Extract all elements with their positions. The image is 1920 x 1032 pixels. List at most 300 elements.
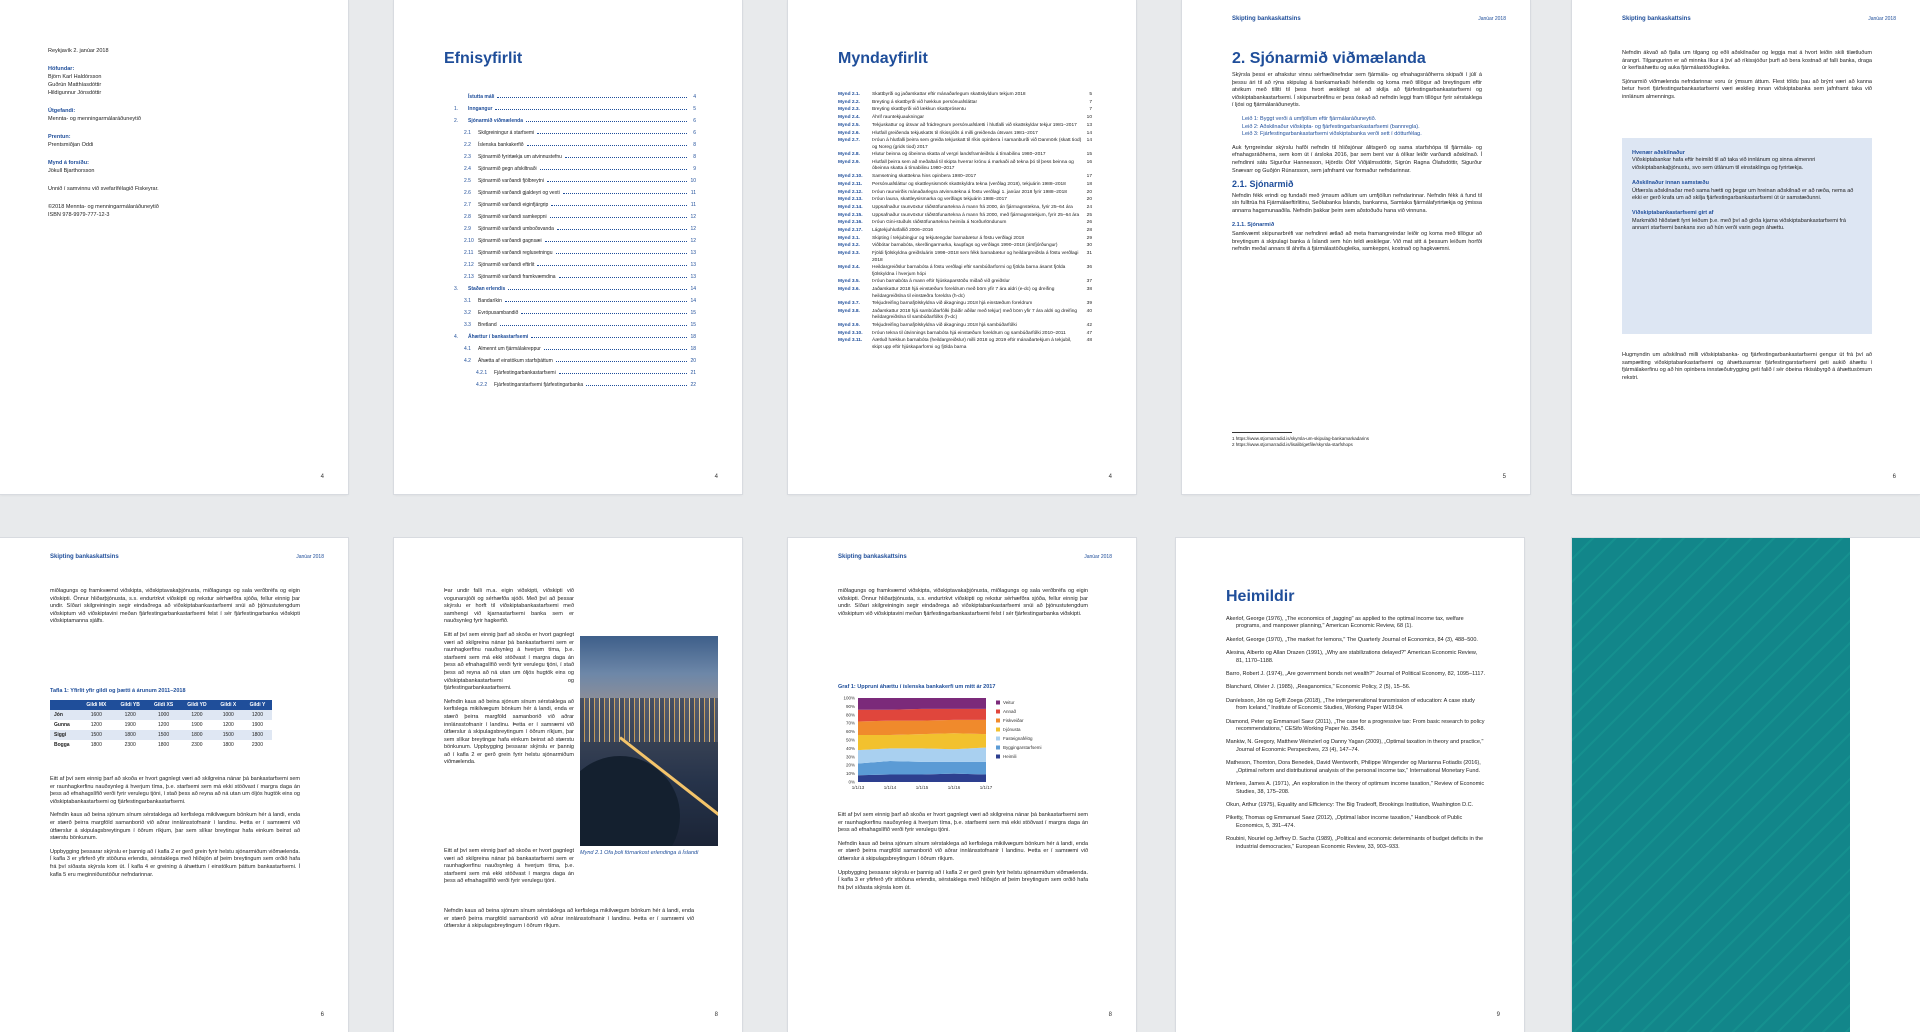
toc-entry[interactable]: [454, 376, 696, 388]
figure-entry[interactable]: [838, 213, 1092, 219]
running-header: Skipting bankaskattsins: [1622, 16, 1691, 22]
toc-entry[interactable]: [454, 352, 696, 364]
toc-leader: [586, 385, 687, 386]
table-cell: 1200: [243, 710, 272, 720]
figure-entry[interactable]: [838, 115, 1092, 121]
figure-label: Mynd 3.4.: [838, 265, 860, 271]
table-cell: 1000: [147, 710, 180, 720]
figure-entry[interactable]: [838, 236, 1092, 242]
running-date: Janúar 2018: [296, 554, 324, 560]
page-chapter-2[interactable]: [1182, 0, 1530, 494]
toc-number: 4.2.2: [476, 382, 488, 388]
toc-page: 4: [693, 94, 696, 100]
figure-page: 5: [1089, 92, 1092, 97]
table-row: [50, 710, 272, 720]
toc-entry[interactable]: [454, 100, 696, 112]
toc-number: 3.1: [464, 298, 471, 304]
toc-page: 14: [690, 298, 696, 304]
y-tick-label: 80%: [845, 712, 855, 718]
reference-entry: Mankiw, N. Gregory, Matthew Weinzierl og Danny Yagan (2009), „Optimal taxation in theory and practice," Journal of Economic Perspectives, 23 (4), 147–74.: [1226, 739, 1484, 753]
toc-page: 12: [690, 226, 696, 232]
figure-label: Mynd 2.13.: [838, 197, 863, 203]
figure-title: Þróun á hlutfalli þeirra sem greiða tekjuskatt til ríkis opinbera í samanburði við Danmörk (skatt tiod) og Noreg (grids tiod) 2017: [872, 138, 1082, 150]
box-text: Viðskiptabankar hafa eftir heimild til að taka við innlánum og sinna almennri viðskiptabankaþjónustu, svo sem útlánum til einstaklinga og fyrirtækja.: [1632, 157, 1816, 171]
table-cell: 1800: [113, 730, 146, 740]
figure-title: Tekjudreifing barnafjölskyldna við ákagningu 2018 hjá einstæðum foreldrum: [872, 301, 1033, 307]
figure-page: 20: [1086, 197, 1092, 203]
toc-entry[interactable]: [454, 136, 696, 148]
toc-leader: [531, 337, 687, 338]
toc-number: 4.: [454, 334, 459, 340]
toc-page: 15: [690, 322, 696, 328]
paragraph: Nefndin fékk erindi og fundaði með ýmsum aðilum um umfjöllun nefndarinnar. Nefndin fékk á fund til sín fulltrúa frá Fjármálaeftirlitinu, Seðlabanka Íslands, bankanna, Samtaka fjármálafyrirtækja og ýmissa annarra hagsmunaaðila. Nefndin þakkar þeim sem aðstoðuðu hana við vinnuna.: [1232, 192, 1482, 214]
toc-number: 2.13: [464, 274, 474, 280]
box-heading: Aðskilnaður innan samstæðu: [1632, 180, 1710, 187]
figure-entry[interactable]: [838, 228, 1092, 234]
paragraph: Sjónarmið viðmælenda nefndarinnar voru úr ýmsum áttum. Flest töldu þau að brýnt væri að kanna betur hvort fjárfestingarbankastarfsemi væri æskileg innan viðskiptabanka sem jafnframt taka við innlánum almennings.: [1622, 78, 1872, 100]
figure-page: 15: [1086, 152, 1092, 158]
toc-entry-title: Sjónarmið varðandi eiginfjárgrip: [478, 202, 549, 208]
toc-entry[interactable]: [454, 184, 696, 196]
toc-entry-title: Bretland: [478, 322, 497, 328]
box-text: Markmiðið hliðstætt fyrri leiðum þ.e. með því að girða kjarna viðskiptabankastarfsemi frá annarri starfsemi bankans svo að hún verði varin gegn áhættu.: [1632, 217, 1846, 232]
toc-leader: [508, 289, 687, 290]
figure-title: Breyting á skattbyrði við hækkun persónuafsláttar: [872, 99, 978, 105]
toc-entry[interactable]: [454, 328, 696, 340]
y-tick-label: 10%: [845, 771, 855, 777]
table-header-cell: Gildi MX: [79, 700, 113, 710]
figure-label: Mynd 3.3.: [838, 251, 860, 257]
series-area-veitur: [858, 698, 986, 710]
table-cell: 1800: [180, 730, 213, 740]
toc-page: 11: [690, 190, 696, 196]
page-toc[interactable]: [394, 0, 742, 494]
toc-number: 2.10: [464, 238, 474, 244]
figure-label: Mynd 2.15.: [838, 212, 863, 218]
toc-entry-title: Sjónarmið varðandi gagnsæi: [478, 238, 542, 244]
series-area-byggingarstarfsemi: [858, 761, 986, 775]
toc-number: 4.2.1: [476, 370, 488, 376]
x-tick-label: 1/1/16: [947, 785, 961, 790]
chart-caption: Graf 1: Uppruni áhættu í íslenska bankakerfi um mitt ár 2017: [838, 684, 996, 690]
author-2: Guðrún Matthíasdóttir: [48, 82, 102, 88]
info-box: [1622, 138, 1872, 334]
toc-entry[interactable]: [454, 292, 696, 304]
figure-entry[interactable]: [838, 243, 1092, 249]
reference-entry: Daníelsson, Jón og Gylfi Zoega (2018), „The intergenerational transmission of education: A case study from Iceland," Institute of Economic Studies, Working Paper W18:04.: [1226, 697, 1475, 712]
toc-list: [454, 88, 696, 388]
page-number: 5: [1502, 474, 1506, 480]
toc-number: 2.11: [464, 250, 474, 256]
figure-page: 24: [1086, 204, 1092, 210]
toc-page: 14: [690, 286, 696, 292]
toc-page: 13: [690, 262, 696, 268]
publisher: Mennta- og menningarmálaráðuneytið: [48, 116, 141, 122]
legend-label: Heimili: [1003, 754, 1017, 759]
figure-label: Mynd 2.9.: [838, 160, 860, 166]
paragraph: Eitt af því sem einnig þarf að skoða er hvort gagnlegt væri að skilgreina nánar þá bankastarfsemi sem er raunhagkerfinu nauðsynleg á hverjum tíma, þ.e. starfsemi sem má ekki stöðvast í margra daga án þess að efnahagslífið verði fyrir verulegu tjóni.: [838, 812, 1088, 834]
footnote: 1 https://www.stjornarradid.is/skyrsla-um-skipulag-bankamarkadarins: [1232, 436, 1370, 441]
figure-title: Jaðarskattur 2018 hjá einstæðum foreldrum með börn yfir 7 ára aldri (e-dc) og dreifing heildargreiðslna til einstæðra foreldra (h-dc): [872, 287, 1055, 299]
back-cover-panel: [1572, 538, 1850, 1032]
toc-page: 8: [693, 142, 696, 148]
table-header-cell: Gildi YB: [113, 700, 146, 710]
toc-entry[interactable]: [454, 196, 696, 208]
reference-entry: Piketty, Thomas og Emmanuel Saez (2012), „Optimal labor income taxation," Handbook of Public Economics, 5, 391–474.: [1226, 815, 1463, 829]
toc-leader: [505, 301, 687, 302]
toc-entry-title: Ístutta máli: [468, 94, 495, 100]
toc-number: 4.1: [464, 346, 471, 352]
box-text: Útfærsla aðskilnaðar með sama hætti og þegar um hreinan aðskilnað er að ræða, nema að ekki er gerð krafa um að skilja fjárfestingarbankastarfsemi út úr samstæðunni.: [1632, 187, 1854, 202]
toc-entry-title: Sjónarmið varðandi framkvæmdina: [478, 274, 556, 280]
toc-leader: [545, 241, 687, 242]
toc-entry[interactable]: [454, 304, 696, 316]
toc-page: 9: [693, 166, 696, 172]
table-cell: Jón: [50, 710, 79, 720]
table-cell: 1600: [79, 710, 113, 720]
figure-entry[interactable]: [838, 287, 1092, 300]
figure-label: Mynd 2.5.: [838, 122, 860, 128]
toc-entry[interactable]: [454, 280, 696, 292]
toc-leader: [556, 253, 688, 254]
page-photo[interactable]: [394, 538, 742, 1032]
figure-entry[interactable]: [838, 100, 1092, 106]
paragraph: Uppbygging þessarar skýrslu er þannig að í kafla 2 er gerð grein fyrir helstu sjónarmiðum viðmælenda. Í kafla 3 er yfirferð yfir stöðuna erlendis, sérstaklega með hliðsjón af þeim breytingum sem orðið hafa frá því síðasta skýrsla kom út. Í kafla 4 er greining á áhættum í einstökum þáttum bankastarfsemi. Í kafla 5 eru meginniðurstöður nefndarinnar.: [50, 848, 300, 878]
figure-entry[interactable]: [838, 123, 1092, 129]
running-header: Skipting bankaskattsins: [838, 554, 907, 560]
toc-number: 3.3: [464, 322, 471, 328]
isbn: ISBN 978-9979-777-12-3: [48, 212, 110, 218]
figure-entry[interactable]: [838, 205, 1092, 211]
paragraph: Nefndin kaus að beina sjónum sínum sérstaklega að kerfislega mikilvægum bönkum hér á landi, enda er stærð þeirra margföld samanborið við aðrar innlánsstofnanir í landinu. Þetta er í samræmi við útfærslur á skipulagsbreytingum í öðrum ríkjum, þar sem slíkar breytingar hafa einkum beinst að stærstu bönkunum.: [50, 812, 300, 842]
table-cell: 1000: [214, 710, 243, 720]
figure-label: Mynd 2.10.: [838, 174, 863, 180]
toc-entry[interactable]: [454, 220, 696, 232]
figure-label: Mynd 3.9.: [838, 323, 860, 329]
toc-number: 1.: [454, 106, 459, 112]
legend-swatch: [996, 755, 1000, 759]
figure-label: Mynd 2.14.: [838, 204, 863, 210]
list-item: Leið 2: Aðskilnaður viðskipta- og fjárfestingarbankastarfsemi (bannregla).: [1242, 123, 1420, 130]
figure-page: 13: [1086, 122, 1092, 128]
table-header-cell: Gildi YD: [180, 700, 213, 710]
figure-label: Mynd 2.17.: [838, 228, 863, 234]
figure-entry[interactable]: [838, 107, 1092, 113]
running-date: Janúar 2018: [1084, 554, 1112, 560]
figure-label: Mynd 3.7.: [838, 301, 860, 307]
figure-label: Mynd 3.1.: [838, 235, 860, 241]
series-area-annað: [858, 709, 986, 722]
toc-page: 12: [690, 214, 696, 220]
figure-page: 40: [1086, 308, 1092, 314]
toc-page: 20: [690, 358, 696, 364]
copyright: ©2018 Mennta- og menningarmálaráðuneytið: [48, 204, 159, 210]
figure-title: Þróun Gini-stuðuls ráðstöfunartekna heimila á Norðurlöndunum: [872, 220, 1007, 226]
toc-page: 5: [693, 106, 696, 112]
series-area-fiskveiðar: [858, 720, 986, 735]
table-header-cell: Gildi XS: [147, 700, 180, 710]
figure-entry[interactable]: [838, 131, 1092, 137]
page-number: 4: [1108, 474, 1112, 480]
page-chart[interactable]: [788, 538, 1136, 1032]
toc-entry-title: Sjónarmið varðandi fjölbreytni: [478, 178, 544, 184]
figure-page: 7: [1089, 107, 1092, 113]
toc-entry[interactable]: [454, 364, 696, 376]
page-number: 4: [320, 474, 324, 480]
figure-label: Mynd 3.5.: [838, 279, 860, 285]
figure-entry[interactable]: [838, 160, 1092, 173]
figure-title: Hlutfall þeirra sem að meðaltali til skipta hverrar krónu á markaði að tekna þó til þess beinna og óbeinna skatta á tímabilinu 1980–2017: [872, 160, 1074, 172]
y-tick-label: 50%: [845, 737, 855, 743]
figure-label: Mynd 2.11.: [838, 181, 863, 187]
figure-page: 16: [1086, 160, 1092, 166]
figure-entry[interactable]: [838, 301, 1092, 307]
figure-entry[interactable]: [838, 182, 1092, 188]
y-tick-label: 60%: [845, 729, 855, 735]
paragraph: miðlagungs og framkvæmd viðskipta, viðskiptavakaþjónusta, miðlagungs og sala verðbréfa og eigin viðskipti. Önnur hliðarþjónusta, s.s. endurtrkvt viðskipti og rekstur sérhæfðra sjóða, fellur einnig þar undir. Síðari skilgreiningin segir eindaðrega að viðskiptabankastarfsemi snúi að þjónustutengdum viðskiptum við viðskiptavini meðan fjárfestingarbankastarfsemi felst í sér fjárfestingarbanka viðskipti.: [838, 588, 1088, 617]
figure-label: Mynd 2.4.: [838, 115, 860, 121]
figure-entry[interactable]: [838, 251, 1092, 264]
reference-entry: Alesina, Alberto og Allan Drazen (1991), „Why are stabilizations delayed?" American Economic Review, 81, 1170–1188.: [1226, 650, 1478, 664]
table-header-cell: [50, 700, 79, 710]
figure-entry[interactable]: [838, 323, 1092, 329]
figure-title: Tekjuskattur og útsvar að frádregnum persónuafslætti í hlutfalli við skattskyldar tekjur 1981–2017: [872, 122, 1077, 128]
toc-entry[interactable]: [454, 124, 696, 136]
toc-page: 11: [690, 202, 696, 208]
page-text-box[interactable]: [1572, 0, 1920, 494]
legend-label: Annað: [1003, 709, 1017, 714]
paragraph: Hugmyndin um aðskilnað milli viðskiptabanka- og fjárfestingarbankastarfsemi gengur út frá því að sampætting viðskiptabankastarfsemi og áhættusamrar fjárfestingarstarfsemi geti aukið áhættu í fjármálakerfinu og að hin opinbera innstæðutrygging geti falið í sér óbeina ríkisábyrgð á áhættusömum rekstri.: [1622, 352, 1872, 381]
table-cell: 1500: [147, 730, 180, 740]
printer: Prentsmiðjan Oddi: [48, 142, 94, 148]
table-header-cell: Gildi X: [214, 700, 243, 710]
reference-entry: Roubini, Nouriel og Jeffrey D. Sachs (1989), „Political and economic determinants of budget deficits in the industrial democracies," European Economic Review, 33, 903–933.: [1226, 836, 1484, 850]
y-tick-label: 30%: [845, 754, 855, 760]
figure-entry[interactable]: [838, 190, 1092, 196]
figure-page: 48: [1086, 338, 1092, 344]
running-date: Janúar 2018: [1478, 16, 1506, 22]
toc-leader: [537, 133, 687, 134]
figure-title: Samsetning skatttekna hins opinbera 1980–2017: [872, 174, 977, 180]
toc-entry-title: Sjónarmið varðandi samkeppni: [478, 214, 547, 220]
page-back-cover[interactable]: [1572, 538, 1920, 1032]
toc-leader: [544, 349, 687, 350]
toc-entry-title: Staðan erlendis: [468, 286, 506, 292]
figure-page: 18: [1086, 181, 1092, 187]
toc-entry[interactable]: [454, 316, 696, 328]
toc-leader: [495, 109, 687, 110]
figure-label: Mynd 2.2.: [838, 99, 860, 105]
paragraph: Eitt af því sem einnig þarf að skoða er hvort gagnlegt væri að skilgreina nánar þá bankastarfsemi sem er raunhagkerfinu nauðsynleg á hverjum tíma, þ.e. starfsemi sem má ekki stöðvast í margra daga án þess að efnahagslífið verði fyrir verulegu tjóni, í stað þess að reyna að ná utan um óljós hugtök eins og viðskiptabankastarfsemi og fjárfestingarbankastarfsemi.: [444, 631, 574, 692]
figure-title: Jaðarskattur 2018 hjá sambúðarfólki (báðir aðilar með tekjur) með börn yfir 7 ára aldri og dreifing heildargreiðslna til sambúðarfólks (h-dc): [872, 308, 1078, 321]
toc-entry-title: Sjónarmið varðandi gjaldeyri og vexti: [478, 190, 560, 196]
toc-leader: [527, 145, 687, 146]
figure-entry[interactable]: [838, 92, 1092, 98]
table-cell: 1200: [113, 710, 146, 720]
figure-page: 14: [1086, 130, 1092, 136]
figure-entry[interactable]: [838, 220, 1092, 226]
figure-entry[interactable]: [838, 138, 1092, 151]
figure-label: Mynd 3.11.: [838, 338, 863, 344]
figure-title: Hlutur beinna og óbeinna skatta af vergri landsframleiðslu á tímabilinu 1980–2017: [872, 152, 1046, 158]
figure-title: Persónuafsláttur og skattleysismörk skattskyldra tekna (verðlag 2018), tekjuárin 1988–2018: [872, 181, 1066, 187]
table-cell: 1500: [79, 730, 113, 740]
table-cell: 1900: [124, 722, 136, 728]
table-row: [50, 740, 272, 750]
figure-page: 7: [1089, 99, 1092, 105]
toc-entry-title: Inngangur: [468, 106, 493, 112]
table-cell: 1800: [90, 742, 102, 748]
toc-entry[interactable]: [454, 340, 696, 352]
figure-entry[interactable]: [838, 152, 1092, 158]
toc-page: 13: [690, 250, 696, 256]
paragraph: Eitt af því sem einnig þarf að skoða er hvort gagnlegt væri að skilgreina nánar þá bankastarfsemi sem er raunhagkerfinu nauðsynleg á hverjum tíma, þ.e. starfsemi sem má ekki stöðvast í margra daga án þess að efnahagslífið verði fyrir verulegu tjóni, í stað þess að reyna að ná utan um óljós hugtök eins og viðskiptabankastarfsemi og fjárfestingarbankastarfsemi.: [50, 776, 300, 805]
legend-swatch: [996, 737, 1000, 741]
figure-entry[interactable]: [838, 265, 1092, 278]
table-cell: 1500: [214, 730, 243, 740]
references-title: Heimildir: [1226, 588, 1295, 605]
figure-entry[interactable]: [838, 309, 1092, 322]
toc-page: 18: [690, 334, 696, 340]
legend-label: Veitur: [1003, 700, 1015, 705]
data-table: [50, 700, 272, 750]
toc-number: 3.: [454, 286, 459, 292]
page-figure-list[interactable]: [788, 0, 1136, 494]
figure-title: Þróun barnabóta á mann eftir hjúskaparstöðu miðað við greiðslur: [872, 279, 1010, 285]
figure-page: 25: [1086, 212, 1092, 218]
toc-leader: [526, 121, 687, 122]
toc-entry-title: Sjónarmið varðandi eftirlit: [478, 262, 535, 268]
page-table[interactable]: [0, 538, 348, 1032]
reference-entry: Akerlof, George (1970), „The market for lemons," The Quarterly Journal of Economics, 84 (3), 488–500.: [1226, 636, 1478, 643]
y-tick-label: 100%: [843, 695, 855, 701]
toc-leader: [565, 157, 687, 158]
figure-entry[interactable]: [838, 331, 1092, 337]
table-caption: Tafla 1: Yfirlit yfir gildi og þætti á árunum 2011–2018: [50, 688, 186, 694]
toc-number: 2.4: [464, 166, 471, 172]
page-references[interactable]: [1176, 538, 1524, 1032]
running-date: Janúar 2018: [1868, 16, 1896, 22]
toc-entry-title: Áhætta af einstökum starfsþáttum: [478, 358, 553, 364]
figure-title: Lágtekjuhlutfallið 2006–2016: [872, 228, 934, 234]
paragraph: miðlagungs og framkvæmd viðskipta, viðskiptavakaþjónusta, miðlagungs og sala verðbréfa og eigin viðskipti. Önnur hliðarþjónusta, s.s. endurtrkvt viðskipti og rekstur sérhæfðra sjóða, fellur einnig þar undir. Síðari skilgreiningin segir eindaðrega að viðskiptabankastarfsemi snúi að þjónustutengdum viðskiptum við viðskiptavini meðan fjárfestingarbankastarfsemi felst í sér fjárfestingarbanka viðskipti viðskiptamanna sjálfs.: [50, 588, 300, 625]
figure-entry[interactable]: [838, 338, 1092, 351]
toc-leader: [551, 205, 687, 206]
toc-entry-title: Sjónarmið varðandi reglusetningu: [478, 250, 553, 256]
toc-entry-title: Skilgreiningur á starfsemi: [478, 130, 535, 136]
toc-leader: [547, 181, 687, 182]
paragraph: Eitt af því sem einnig þarf að skoða er hvort gagnlegt væri að skilgreina nánar þá bankastarfsemi sem er raunhagkerfinu nauðsynleg á hverjum tíma, þ.e. starfsemi sem má ekki stöðvast í margra daga án þess að efnahagslífið verði fyrir verulegu tjóni.: [444, 848, 574, 885]
photo-caption: Mynd 2.1 Ofa þoli fórnarkost erlendinga á Íslandi: [580, 850, 699, 856]
table-header-cell: Gildi Y: [243, 700, 272, 710]
figure-page: 10: [1086, 115, 1092, 121]
toc-entry-title: Sjónarmið fyrirtækja um atvinnustefnu: [478, 154, 562, 160]
list-item: Leið 3: Fjárfestingarbankastarfsemi viðskiptabanka verði sett í dótturfélag.: [1242, 131, 1422, 138]
toc-page: 18: [690, 346, 696, 352]
figures-title: Myndayfirlit: [838, 50, 928, 67]
toc-entry-title: Sjónarmið viðmælenda: [468, 118, 524, 124]
page-cover[interactable]: [0, 0, 348, 494]
figure-title: Hlutfall greiðenda tekjuskatts til ríkissjóðs á milli greiðenda útsvars 1981–2017: [872, 130, 1038, 136]
paragraph: Nefndin kaus að beina sjónum sínum sérstaklega að kerfislega mikilvægum bönkum hér á landi, enda er stærð þeirra margföld samanborið við aðrar innlánsstofnanir í landinu. Þetta er í samræmi við útfærslur á skipulagsbreytingum í öðrum ríkjum, þar sem slíkar breytingar hafa einkum beinst að stærstu bönkunum. Uppbygging þessarar skýrslu er þannig að í kafla 2 er gerð grein fyrir helstu sjónarmiðum viðmælenda.: [444, 698, 574, 766]
toc-number: 2.1: [464, 130, 471, 136]
figure-title: Þróun launa, skattleysismarka og verðlags tekjuárin 1988–2017: [872, 197, 1007, 203]
legend-label: Fiskveiðar: [1003, 718, 1024, 723]
figure-label: Mynd 3.8.: [838, 308, 860, 314]
box-heading: Viðskiptabankastarfsemi girt af: [1632, 210, 1714, 217]
toc-entry[interactable]: [454, 148, 696, 160]
figure-label: Mynd 2.12.: [838, 189, 863, 195]
toc-leader: [559, 277, 687, 278]
reference-entry: Okun, Arthur (1975), Equality and Efficiency: The Big Tradeoff, Brookings Institution, Washington D.C.: [1226, 801, 1474, 808]
table-cell: 1200: [180, 710, 213, 720]
toc-number: 2.: [454, 118, 459, 124]
toc-number: 2.6: [464, 190, 471, 196]
paragraph: Auk fyrrgreindar skýrslu hafði nefndin til hliðsjónar álitsgerð og sama starfshópa til fjármála- og efnahagsráðherra, sem kom út í ársloka 2016, þar sem bent var á ólíkar leiðir varðandi aðskilnað. Í nefndinni sátu Sigurður Hannesson, Hjördís Ólöf Viðjálmsdóttir, Sigrún Ragna Ólafsdóttir, Sigurður Snævarr og Guðjón Rúnarsson, sem jafnframt var formaður nefndarinnar.: [1232, 144, 1482, 174]
figure-entry[interactable]: [838, 174, 1092, 180]
legend-swatch: [996, 719, 1000, 723]
toc-leader: [540, 169, 687, 170]
table-cell: 2300: [191, 742, 203, 748]
reference-list: [1226, 616, 1486, 857]
toc-entry-title: Íslenska bankakerfið: [478, 142, 524, 148]
toc-entry[interactable]: [454, 172, 696, 184]
figure-title: Heildargreiðslur barnabóta á föstu verðlagi eftir sambúðarformi og fjölda barna ásamt fjölda fjölskyldna í hverjum hópi: [872, 265, 1066, 277]
page-number: 4: [714, 474, 718, 480]
toc-number: 3.2: [464, 310, 471, 316]
printer-label: Prentun:: [48, 134, 71, 140]
figure-page: 29: [1086, 235, 1092, 241]
figure-entry[interactable]: [838, 197, 1092, 203]
series-area-fasteignafélög: [858, 748, 986, 764]
toc-entry[interactable]: [454, 232, 696, 244]
toc-entry[interactable]: [454, 244, 696, 256]
toc-number: 4.2: [464, 358, 471, 364]
x-tick-label: 1/1/14: [883, 785, 897, 790]
toc-leader: [563, 193, 687, 194]
toc-entry[interactable]: [454, 208, 696, 220]
place-date: Reykjavík 2. janúar 2018: [48, 48, 109, 54]
toc-page: 15: [690, 310, 696, 316]
toc-entry[interactable]: [454, 88, 696, 100]
cover-photo-label: Mynd á forsíðu:: [48, 160, 89, 166]
author-3: Hildigunnur Jónsdóttir: [48, 90, 102, 96]
toc-page: 10: [690, 178, 696, 184]
toc-entry[interactable]: [454, 268, 696, 280]
toc-entry[interactable]: [454, 160, 696, 172]
toc-entry[interactable]: [454, 112, 696, 124]
reference-entry: Blanchard, Olivier J. (1985), „Reaganomics," Economic Policy, 2 (5), 15–56.: [1226, 684, 1411, 691]
figure-title: Skipting í tekjubingjur og tekjutengdar barnabætur á föstu verðlagi 2018: [872, 235, 1024, 241]
toc-entry[interactable]: [454, 256, 696, 268]
reference-entry: Barro, Robert J. (1974), „Are government bonds net wealth?" Journal of Political Economy, 82, 1095–1117.: [1226, 671, 1486, 678]
toc-leader: [557, 229, 687, 230]
figure-entry[interactable]: [838, 279, 1092, 285]
x-tick-label: 1/1/13: [851, 785, 865, 790]
reference-entry: Mirrlees, James A. (1971), „An exploration in the theory of optimum income taxation," Review of Economic Studies, 38, 175–208.: [1226, 781, 1485, 795]
toc-number: 2.5: [464, 178, 471, 184]
table-cell: 2300: [251, 742, 263, 748]
page-number: 6: [1892, 474, 1896, 480]
page-number: 6: [320, 1012, 324, 1018]
page-number: 8: [714, 1012, 718, 1018]
y-tick-label: 70%: [845, 720, 855, 726]
figure-title: Uppsafnaður raunvöxtur ráðstöfunartekna á mann frá 2000, með fjármagnstekjum, fyrir 25–64 ára: [872, 212, 1080, 218]
toc-page: 13: [690, 274, 696, 280]
toc-entry-title: Sjónarmið varðandi umboðsvanda: [478, 226, 554, 232]
figure-label: Mynd 3.10.: [838, 330, 863, 336]
figure-label: Mynd 2.7.: [838, 138, 860, 144]
